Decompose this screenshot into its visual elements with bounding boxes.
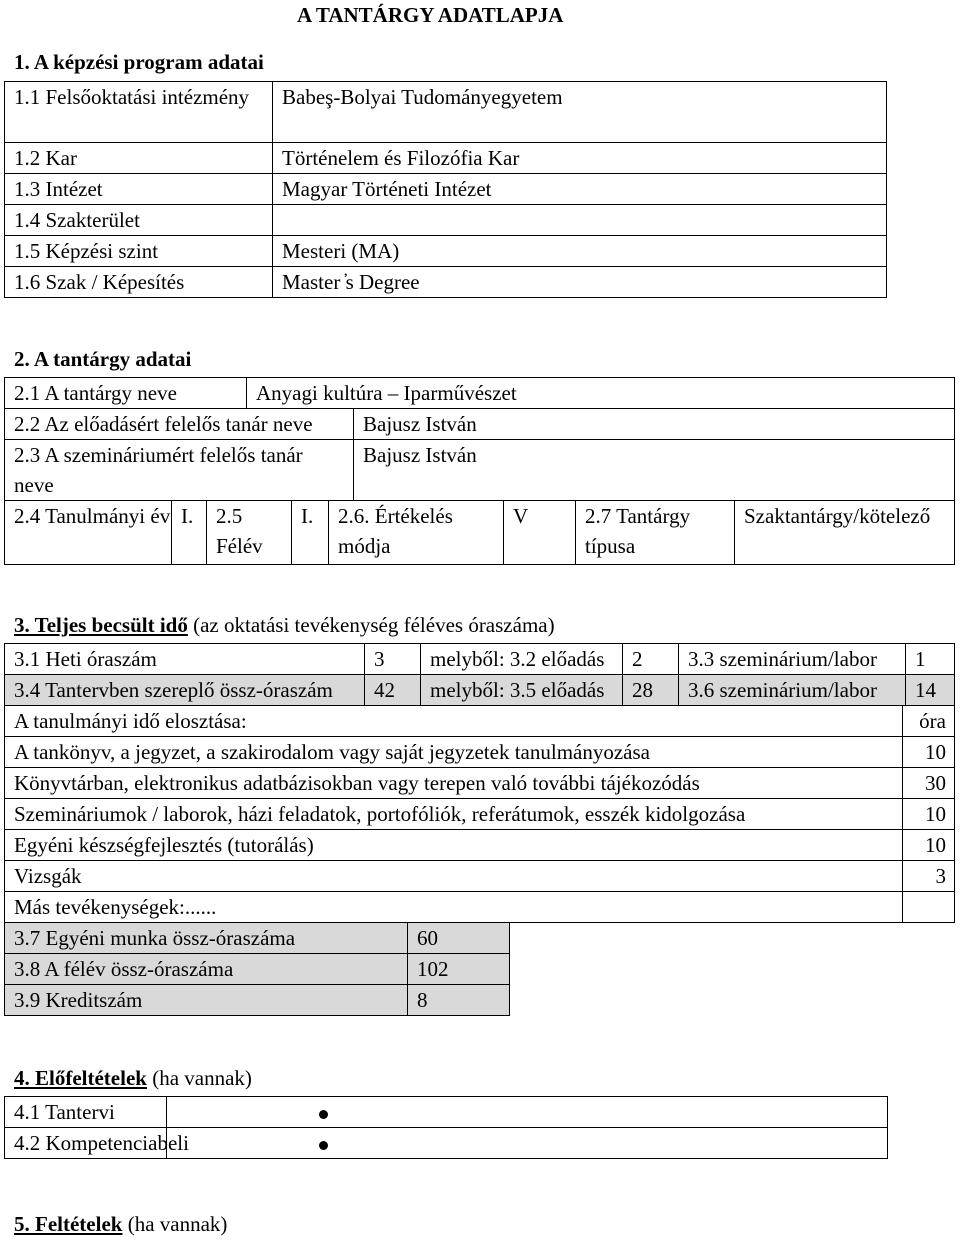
distribution-value: 3 [903,861,955,892]
weekly-hours-label: 3.1 Heti óraszám [5,644,365,675]
table-row [5,675,955,706]
table-row [5,799,955,830]
semester-value: I. [292,501,329,565]
seminar-teacher-label: 2.3 A szemináriumért felelős tanár neve [5,440,354,501]
seminar-teacher-value: Bajusz István [354,440,955,501]
total-hours-value: 42 [365,675,421,706]
table-row [5,923,510,954]
total-seminar-label: 3.6 szeminárium/labor [679,675,906,706]
prerequisite-label: 4.1 Tantervi [5,1097,167,1128]
subject-name-value: Anyagi kultúra – Iparművészet [247,378,955,409]
section-4-heading [14,1066,252,1091]
program-value: Magyar Történeti Intézet [273,174,887,205]
hours-table [4,643,955,706]
lecture-teacher-value: Bajusz István [354,409,955,440]
individual-hours-label: 3.7 Egyéni munka össz-óraszáma [5,923,408,954]
subject-name-label: 2.1 A tantárgy neve [5,378,247,409]
bullet-icon [319,1141,328,1150]
table-row [5,985,510,1016]
table-row [5,644,955,675]
distribution-value: 10 [903,830,955,861]
subject-attributes-table [4,500,955,565]
distribution-label: A tanulmányi idő elosztása: [5,706,903,737]
prerequisite-value [167,1128,888,1159]
total-hours-label: 3.4 Tantervben szereplő össz-óraszám [5,675,365,706]
program-label: 1.2 Kar [5,143,273,174]
section-4-heading-bold: 4. Előfeltételek [14,1066,147,1090]
table-row [5,737,955,768]
program-data-table [4,81,887,298]
subject-type-value: Szaktantárgy/kötelező [735,501,955,565]
time-distribution-table [4,705,955,923]
total-seminar-value: 14 [906,675,955,706]
program-value: Babeş-Bolyai Tudományegyetem [273,82,887,143]
weekly-seminar-label: 3.3 szeminárium/labor [679,644,906,675]
table-row [5,174,887,205]
weekly-hours-value: 3 [365,644,421,675]
table-row [5,706,955,737]
table-row [5,378,955,409]
distribution-value: óra [903,706,955,737]
section-3-heading [14,613,555,638]
subject-type-label: 2.7 Tantárgy típusa [576,501,735,565]
teacher-table [4,408,955,501]
distribution-label: Más tevékenységek:...... [5,892,903,923]
section-1-heading: 1. A képzési program adatai [14,50,264,74]
lecture-teacher-label: 2.2 Az előadásért felelős tanár neve [5,409,354,440]
prerequisite-label: 4.2 Kompetenciabeli [5,1128,167,1159]
distribution-label: A tankönyv, a jegyzet, a szakirodalom vagy saját jegyzetek tanulmányozása [5,737,903,768]
distribution-label: Vizsgák [5,861,903,892]
program-label: 1.5 Képzési szint [5,236,273,267]
table-row [5,267,887,298]
section-3-heading-rest: (az oktatási tevékenység féléves óraszáma) [187,613,555,637]
distribution-label: Szemináriumok / laborok, házi feladatok, portofóliók, referátumok, esszék kidolgozása [5,799,903,830]
section-2-heading: 2. A tantárgy adatai [14,347,192,371]
distribution-value: 10 [903,737,955,768]
table-row [5,409,955,440]
distribution-value: 10 [903,799,955,830]
study-year-value: I. [172,501,207,565]
table-row [5,1097,888,1128]
section-5-heading [14,1212,227,1237]
program-label: 1.3 Intézet [5,174,273,205]
evaluation-value: V [504,501,576,565]
section-5-heading-bold: 5. Feltételek [14,1212,123,1236]
semester-hours-label: 3.8 A félév össz-óraszáma [5,954,408,985]
table-row [5,1128,888,1159]
table-row [5,954,510,985]
prerequisites-table [4,1096,888,1159]
prerequisite-value [167,1097,888,1128]
program-value: Master ̓s Degree [273,267,887,298]
table-row [5,205,887,236]
credits-label: 3.9 Kreditszám [5,985,408,1016]
table-row [5,82,887,143]
total-lecture-label: melyből: 3.5 előadás [421,675,623,706]
table-row [5,861,955,892]
table-row [5,830,955,861]
credits-value: 8 [408,985,510,1016]
weekly-lecture-label: melyből: 3.2 előadás [421,644,623,675]
total-lecture-value: 28 [623,675,679,706]
table-row [5,892,955,923]
bullet-icon [319,1110,328,1119]
weekly-lecture-value: 2 [623,644,679,675]
section-3-heading-bold: 3. Teljes becsült idő [14,613,188,637]
distribution-value [903,892,955,923]
table-row [5,768,955,799]
subject-name-table [4,377,955,409]
semester-hours-value: 102 [408,954,510,985]
distribution-value: 30 [903,768,955,799]
evaluation-label: 2.6. Értékelés módja [329,501,504,565]
section-5-heading-rest: (ha vannak) [122,1212,228,1236]
distribution-label: Könyvtárban, elektronikus adatbázisokban vagy terepen való további tájékozódás [5,768,903,799]
section-4-heading-rest: (ha vannak) [146,1066,252,1090]
study-year-label: 2.4 Tanulmányi év [5,501,172,565]
program-label: 1.4 Szakterület [5,205,273,236]
individual-hours-value: 60 [408,923,510,954]
distribution-label: Egyéni készségfejlesztés (tutorálás) [5,830,903,861]
program-value: Mesteri (MA) [273,236,887,267]
program-value: Történelem és Filozófia Kar [273,143,887,174]
table-row [5,236,887,267]
program-label: 1.1 Felsőoktatási intézmény [5,82,273,143]
document-title: A TANTÁRGY ADATLAPJA [297,3,564,27]
table-row [5,501,955,565]
weekly-seminar-value: 1 [906,644,955,675]
table-row [5,440,955,501]
table-row [5,143,887,174]
totals-table [4,922,510,1016]
program-value [273,205,887,236]
semester-label: 2.5 Félév [207,501,292,565]
program-label: 1.6 Szak / Képesítés [5,267,273,298]
